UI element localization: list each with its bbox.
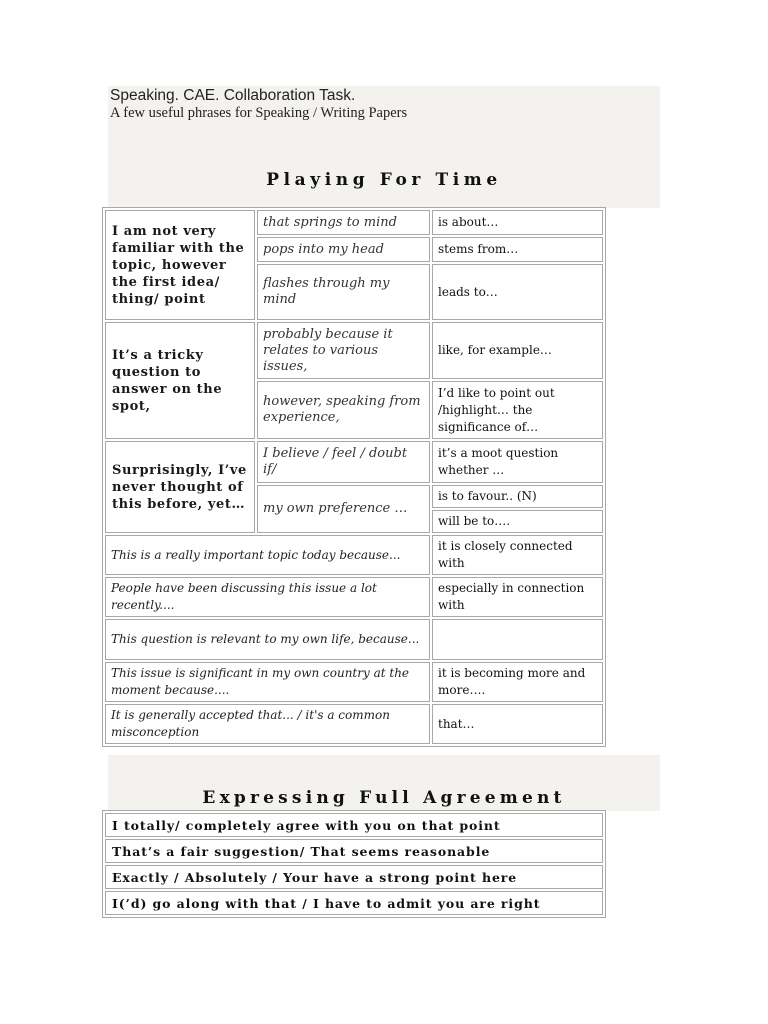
ending-phrase-cell: it is closely connected with [432, 535, 603, 575]
middle-phrase-cell: flashes through my mind [257, 264, 430, 320]
opening-phrase-cell: This issue is significant in my own country at the moment because.... [105, 662, 430, 702]
agreement-phrase-cell: I totally/ completely agree with you on that point [105, 813, 603, 837]
table-row [105, 210, 603, 235]
section-heading-playing-for-time: Playing For Time [266, 170, 502, 190]
ending-phrase-cell [432, 619, 603, 660]
opening-phrase-cell: This question is relevant to my own life, because... [105, 619, 430, 660]
ending-phrase-cell: it is becoming more and more…. [432, 662, 603, 702]
section-heading-full-agreement: Expressing Full Agreement [202, 788, 566, 808]
ending-phrase-cell: leads to… [432, 264, 603, 320]
full-agreement-table [102, 810, 606, 918]
lead-phrase-cell: Surprisingly, I’ve never thought of this before, yet… [105, 441, 255, 533]
middle-phrase-cell: that springs to mind [257, 210, 430, 235]
ending-phrase-cell: stems from… [432, 237, 603, 262]
ending-phrase-cell: especially in connection with [432, 577, 603, 617]
opening-phrase-cell: This is a really important topic today because... [105, 535, 430, 575]
document-title: Speaking. CAE. Collaboration Task. [110, 87, 356, 104]
middle-phrase-cell: I believe / feel / doubt if/ [257, 441, 430, 483]
table-row [105, 322, 603, 379]
table-row [105, 813, 603, 837]
opening-phrase-cell: People have been discussing this issue a lot recently.... [105, 577, 430, 617]
ending-phrase-cell: is about… [432, 210, 603, 235]
document-subtitle: A few useful phrases for Speaking / Writing Papers [110, 105, 408, 121]
table-row [105, 662, 603, 702]
playing-for-time-table [102, 207, 606, 747]
middle-phrase-cell: pops into my head [257, 237, 430, 262]
table-row [105, 839, 603, 863]
table-row [105, 577, 603, 617]
lead-phrase-cell: I am not very familiar with the topic, however the first idea/ thing/ point [105, 210, 255, 320]
table-row [105, 865, 603, 889]
agreement-phrase-cell: Exactly / Absolutely / Your have a strong point here [105, 865, 603, 889]
opening-phrase-cell: It is generally accepted that... / it's a common misconception [105, 704, 430, 744]
ending-phrase-cell: like, for example… [432, 322, 603, 379]
table-row [105, 891, 603, 915]
middle-phrase-cell: my own preference … [257, 485, 430, 533]
middle-phrase-cell: however, speaking from experience, [257, 381, 430, 439]
lead-phrase-cell: It’s a tricky question to answer on the spot, [105, 322, 255, 439]
ending-phrase-cell: is to favour.. (N) [432, 485, 603, 508]
agreement-phrase-cell: I(’d) go along with that / I have to admit you are right [105, 891, 603, 915]
ending-phrase-cell: I’d like to point out /highlight… the significance of… [432, 381, 603, 439]
table-row [105, 619, 603, 660]
ending-phrase-cell: it’s a moot question whether … [432, 441, 603, 483]
table-row [105, 535, 603, 575]
ending-phrase-cell: that… [432, 704, 603, 744]
table-row [105, 441, 603, 483]
ending-phrase-cell: will be to…. [432, 510, 603, 533]
table-row [105, 704, 603, 744]
middle-phrase-cell: probably because it relates to various issues, [257, 322, 430, 379]
agreement-phrase-cell: That’s a fair suggestion/ That seems reasonable [105, 839, 603, 863]
